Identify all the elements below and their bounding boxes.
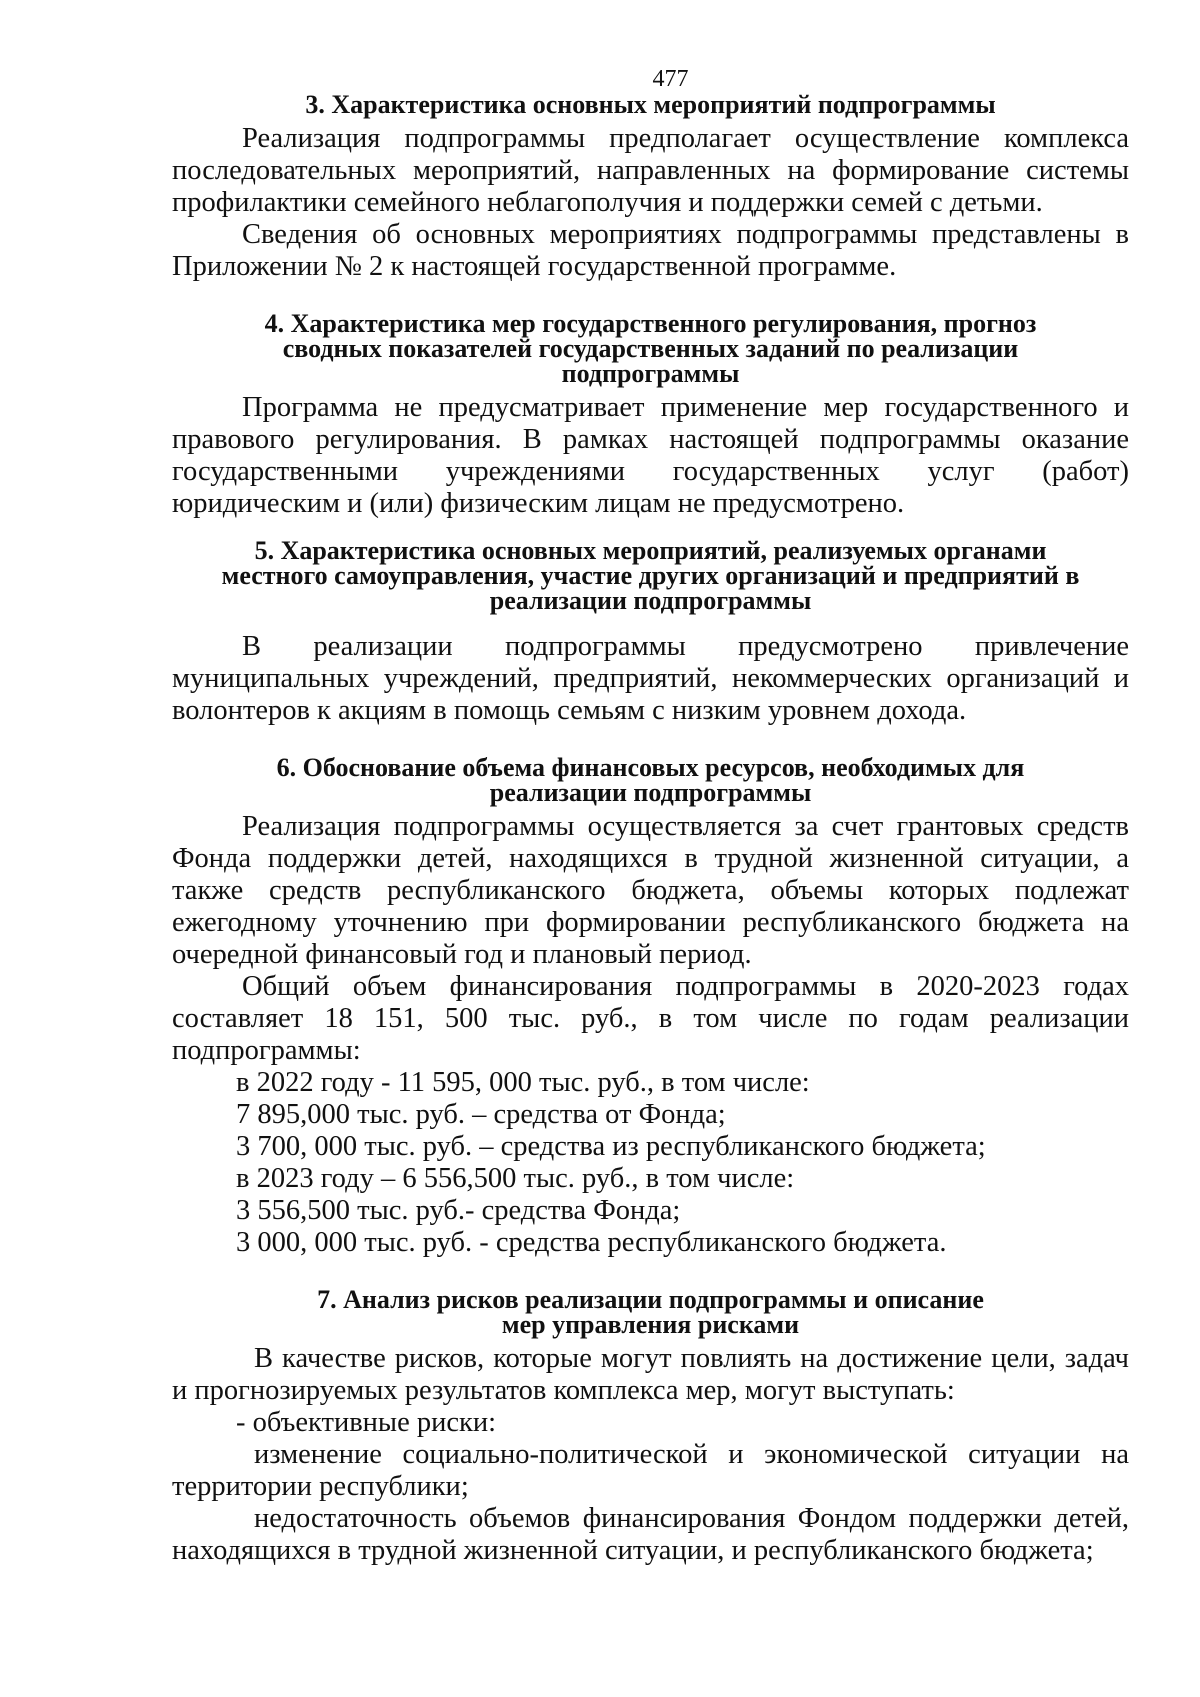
- section-4-heading-line-2: сводных показателей государственных заданий по реализации: [282, 334, 1019, 363]
- section-3-paragraph-2: Сведения об основных мероприятиях подпрограммы представлены в Приложении № 2 к настоящей государственной программе.: [172, 219, 1129, 282]
- section-3-heading: 3. Характеристика основных мероприятий подпрограммы: [305, 90, 996, 119]
- section-6-paragraph-1: Реализация подпрограммы осуществляется за счет грантовых средств Фонда поддержки детей, находящихся в трудной жизненной ситуации, а также средств республиканского бюджета, объемы которых подлежат ежегодному уточнению при формировании республиканского бюджета на очередной финансовый год и плановый период.: [172, 811, 1129, 970]
- section-5-paragraph-1: В реализации подпрограммы предусмотрено привлечение муниципальных учреждений, предприятий, некоммерческих организаций и волонтеров к акциям в помощь семьям с низким уровнем дохода.: [172, 631, 1129, 726]
- funding-item-2022: в 2022 году - 11 595, 000 тыс. руб., в том числе:: [236, 1067, 810, 1098]
- funding-item-2023-fund: 3 556,500 тыс. руб.- средства Фонда;: [236, 1195, 681, 1226]
- section-5-heading-line-3: реализации подпрограммы: [489, 586, 812, 615]
- section-5-heading-line-2: местного самоуправления, участие других организаций и предприятий в: [221, 561, 1080, 590]
- section-7-heading-line-1: 7. Анализ рисков реализации подпрограммы и описание: [317, 1285, 984, 1314]
- section-5-heading-line-1: 5. Характеристика основных мероприятий, реализуемых органами: [254, 536, 1047, 565]
- section-7-paragraph-2: изменение социально-политической и экономической ситуации на территории республики;: [172, 1439, 1129, 1502]
- funding-item-2022-fund: 7 895,000 тыс. руб. – средства от Фонда;: [236, 1099, 726, 1130]
- section-7-paragraph-3: недостаточность объемов финансирования Фондом поддержки детей, находящихся в трудной жизненной ситуации, и республиканского бюджета;: [172, 1503, 1129, 1566]
- section-6-heading-line-1: 6. Обоснование объема финансовых ресурсов, необходимых для: [276, 753, 1025, 782]
- funding-item-2023: в 2023 году – 6 556,500 тыс. руб., в том числе:: [236, 1163, 795, 1194]
- document-page: [172, 66, 1129, 1567]
- section-4-heading-line-1: 4. Характеристика мер государственного регулирования, прогноз: [264, 309, 1037, 338]
- section-4-paragraph-1: Программа не предусматривает применение мер государственного и правового регулирования. В рамках настоящей подпрограммы оказание государственными учреждениями государственных услуг (работ) юридическим и (или) физическим лицам не предусмотрено.: [172, 392, 1129, 519]
- section-4-heading-line-3: подпрограммы: [561, 359, 740, 388]
- section-7-heading-line-2: мер управления рисками: [501, 1310, 800, 1339]
- section-3-paragraph-1: Реализация подпрограммы предполагает осуществление комплекса последовательных мероприятий, направленных на формирование системы профилактики семейного неблагополучия и поддержки семей с детьми.: [172, 123, 1129, 218]
- section-7-paragraph-1: В качестве рисков, которые могут повлиять на достижение цели, задач и прогнозируемых результатов комплекса мер, могут выступать:: [172, 1343, 1129, 1406]
- funding-item-2023-budget: 3 000, 000 тыс. руб. - средства республиканского бюджета.: [236, 1227, 947, 1258]
- section-6-heading-line-2: реализации подпрограммы: [489, 778, 812, 807]
- risk-category-objective: - объективные риски:: [236, 1407, 497, 1438]
- section-6-paragraph-2: Общий объем финансирования подпрограммы в 2020-2023 годах составляет 18 151, 500 тыс. руб., в том числе по годам реализации подпрограммы:: [172, 971, 1129, 1066]
- page-number: 477: [652, 66, 689, 92]
- funding-item-2022-budget: 3 700, 000 тыс. руб. – средства из республиканского бюджета;: [236, 1131, 986, 1162]
